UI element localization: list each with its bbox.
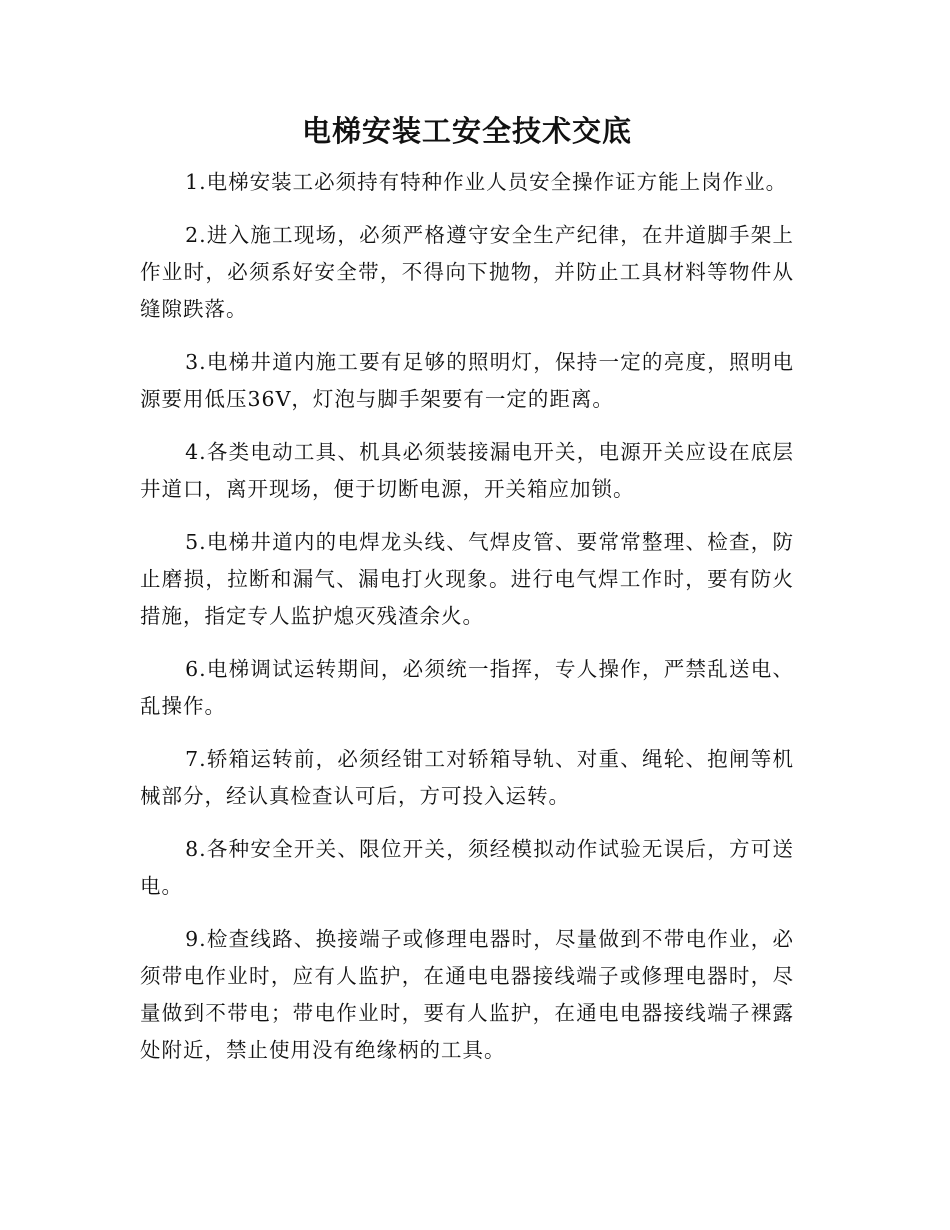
paragraph-7: 7.轿箱运转前，必须经钳工对轿箱导轨、对重、绳轮、抱闸等机械部分，经认真检查认可后，方可投入运转。: [140, 747, 794, 808]
paragraph-8: 8.各种安全开关、限位开关，须经模拟动作试验无误后，方可送电。: [140, 837, 794, 898]
paragraph-9: 9.检查线路、换接端子或修理电器时，尽量做到不带电作业，必须带电作业时，应有人监护，在通电电器接线端子或修理电器时，尽量做到不带电；带电作业时，要有人监护，在通电电器接线端子裸露处附近，禁止使用没有绝缘柄的工具。: [140, 927, 794, 1062]
paragraph-2: 2.进入施工现场，必须严格遵守安全生产纪律，在井道脚手架上作业时，必须系好安全带，不得向下抛物，并防止工具材料等物件从缝隙跌落。: [140, 223, 794, 321]
paragraph-4: 4.各类电动工具、机具必须装接漏电开关，电源开关应设在底层井道口，离开现场，便于切断电源，开关箱应加锁。: [140, 440, 794, 501]
paragraph-3: 3.电梯井道内施工要有足够的照明灯，保持一定的亮度，照明电源要用低压36V，灯泡与脚手架要有一定的距离。: [140, 350, 794, 411]
document-title: 电梯安装工安全技术交底: [301, 114, 632, 148]
paragraph-6: 6.电梯调试运转期间，必须统一指挥，专人操作，严禁乱送电、乱操作。: [140, 657, 794, 718]
paragraph-5: 5.电梯井道内的电焊龙头线、气焊皮管、要常常整理、检查，防止磨损，拉断和漏气、漏电打火现象。进行电气焊工作时，要有防火措施，指定专人监护熄灭残渣余火。: [140, 530, 794, 628]
paragraph-1: 1.电梯安装工必须持有特种作业人员安全操作证方能上岗作业。: [185, 170, 788, 194]
document-body: [140, 164, 794, 1085]
